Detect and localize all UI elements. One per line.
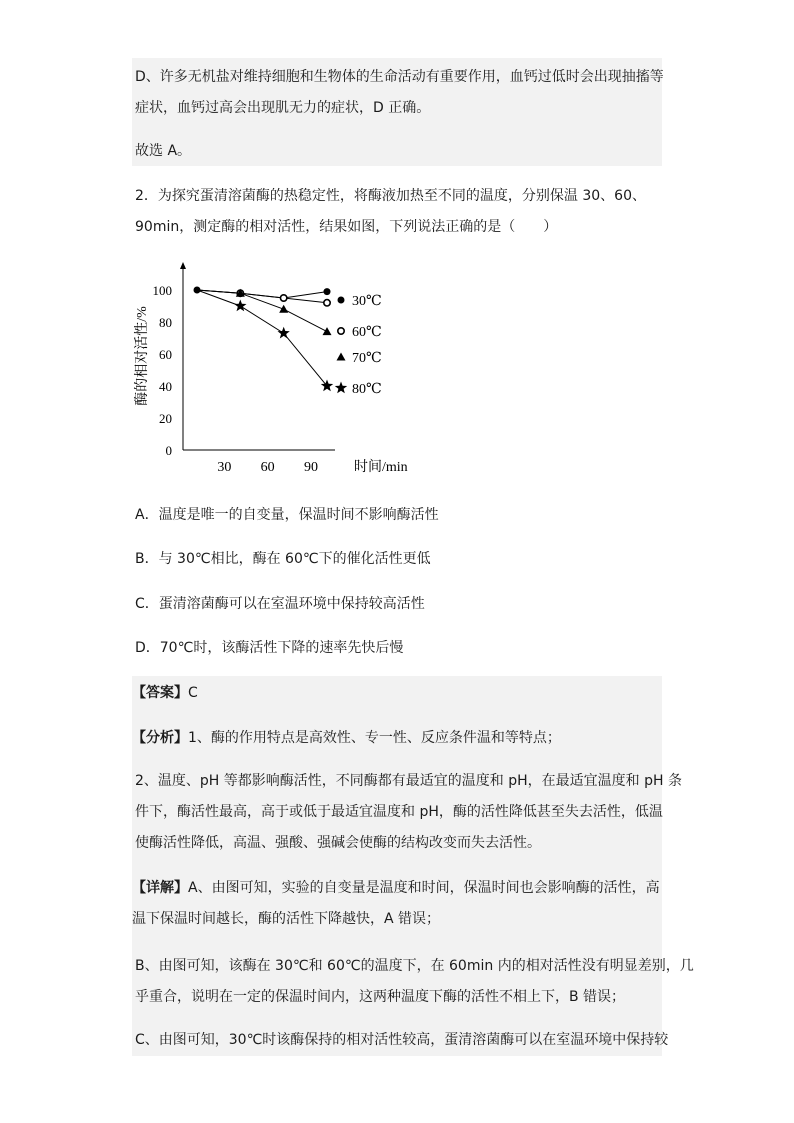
data-point: [324, 300, 330, 306]
legend: [335, 294, 382, 397]
prev-answer-d-line1: D、许多无机盐对维持细胞和生物体的生命活动有重要作用，血钙过低时会出现抽搐等: [135, 69, 664, 85]
question-stem: [135, 181, 660, 243]
question-line1: 2．为探究蛋清溶菌酶的热稳定性，将酶液加热至不同的温度，分别保温 30、60、: [135, 188, 646, 204]
legend-label: 30℃: [352, 294, 382, 309]
y-tick-label: 80: [159, 315, 172, 330]
detail-c-line1: C、由图可知，30℃时该酶保持的相对活性较高，蛋清溶菌酶可以在室温环境中保持较: [135, 1032, 669, 1048]
analysis-p2: [135, 766, 682, 859]
detail-b-line1: B、由图可知，该酶在 30℃和 60℃的温度下，在 60min 内的相对活性没有明显差别，几: [135, 958, 694, 974]
legend-marker: [335, 382, 347, 394]
legend-marker: [338, 297, 345, 304]
prev-conclusion: 故选 A。: [135, 143, 192, 159]
answer-label: 【答案】: [132, 685, 188, 701]
analysis-line: [132, 728, 561, 748]
option-c: C．蛋清溶菌酶可以在室温环境中保持较高活性: [135, 596, 425, 612]
y-tick-label: 40: [159, 379, 172, 394]
analysis-line1: 1、酶的作用特点是高效性、专一性、反应条件温和等特点；: [188, 730, 561, 746]
analysis-p2-line3: 使酶活性降低，高温、强酸、强碱会使酶的结构改变而失去活性。: [135, 835, 541, 851]
analysis-p2-line1: 2、温度、pH 等都影响酶活性，不同酶都有最适宜的温度和 pH，在最适宜温度和 pH 条: [135, 773, 682, 789]
series-line: [197, 290, 327, 332]
detail-label: 【详解】: [132, 880, 188, 896]
legend-label: 60℃: [352, 325, 382, 340]
option-b: B．与 30℃相比，酶在 60℃下的催化活性更低: [135, 551, 431, 567]
option-a: A．温度是唯一的自变量，保温时间不影响酶活性: [135, 507, 439, 523]
activity-chart: [130, 258, 430, 483]
data-point: [280, 295, 286, 301]
question-line2: 90min，测定酶的相对活性，结果如图，下列说法正确的是（ ）: [135, 219, 558, 235]
data-point: [279, 305, 288, 313]
detail-a-line2: 温下保温时间越长，酶的活性下降越快，A 错误；: [132, 911, 441, 927]
detail-b-line2: 乎重合，说明在一定的保温时间内，这两种温度下酶的活性不相上下，B 错误；: [135, 989, 626, 1005]
detail-a-text1: A、由图可知，实验的自变量是温度和时间，保温时间也会影响酶的活性，高: [188, 880, 660, 896]
series-line: [197, 290, 327, 386]
prev-answer-d-line2: 症状，血钙过高会出现肌无力的症状，D 正确。: [135, 100, 431, 116]
x-ticks: [217, 460, 318, 475]
analysis-label: 【分析】: [132, 730, 188, 746]
series: [194, 287, 334, 392]
data-point: [323, 327, 332, 335]
x-tick-label: 90: [304, 460, 318, 475]
legend-label: 70℃: [352, 351, 382, 366]
x-axis-label: 时间/min: [354, 460, 408, 475]
detail-b: [135, 951, 694, 1013]
y-axis-arrow-icon: [180, 262, 186, 269]
y-ticks: [153, 283, 173, 458]
x-tick-label: 60: [260, 460, 275, 475]
detail-a: [132, 873, 660, 935]
data-point: [234, 300, 246, 312]
data-point: [194, 287, 201, 294]
y-tick-label: 60: [159, 347, 172, 362]
y-tick-label: 100: [152, 283, 172, 298]
y-tick-label: 0: [165, 443, 172, 458]
legend-marker: [338, 328, 344, 334]
analysis-p2-line2: 件下，酶活性最高，高于或低于最适宜温度和 pH，酶的活性降低甚至失去活性，低温: [135, 804, 663, 820]
answer-line: [132, 683, 198, 703]
option-d: D．70℃时，该酶活性下降的速率先快后慢: [135, 640, 404, 656]
data-point: [278, 327, 290, 339]
detail-a-line1: [132, 873, 660, 904]
data-point: [324, 288, 331, 295]
y-tick-label: 20: [159, 411, 172, 426]
answer-value: C: [188, 685, 198, 701]
prev-answer-d: [135, 62, 664, 124]
legend-label: 80℃: [352, 382, 382, 397]
legend-marker: [337, 353, 346, 361]
x-tick-label: 30: [217, 460, 232, 475]
y-axis-label: 酶的相对活性/%: [135, 306, 150, 406]
